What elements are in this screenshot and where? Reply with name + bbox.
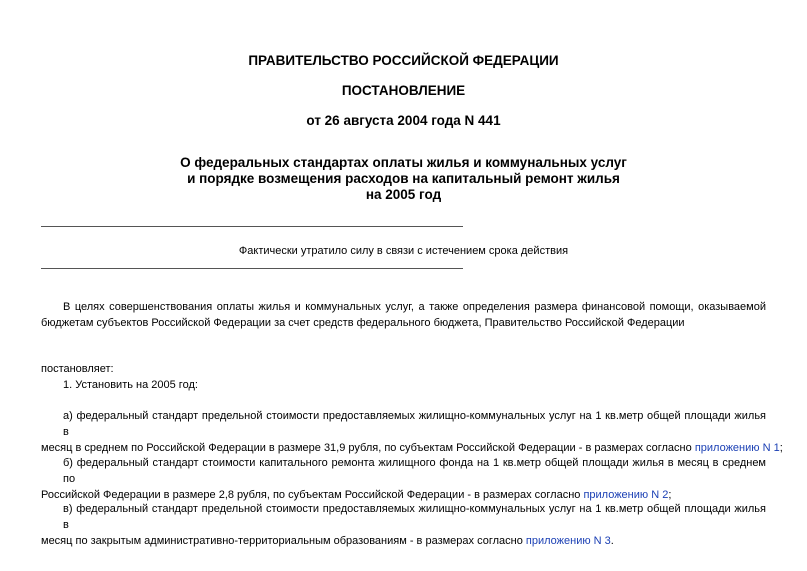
appendix-3-link[interactable]: приложению N 3 bbox=[525, 535, 611, 547]
title-line-3: на 2005 год bbox=[365, 187, 442, 202]
status-note: Фактически утратило силу в связи с истечением срока действия bbox=[238, 245, 569, 257]
status-divider-top bbox=[41, 226, 463, 227]
item-c-paragraph bbox=[41, 501, 766, 549]
item-1: 1. Установить на 2005 год: bbox=[63, 379, 198, 391]
appendix-1-link[interactable]: приложению N 1 bbox=[694, 442, 780, 454]
title-line-1: О федеральных стандартах оплаты жилья и коммунальных услуг bbox=[180, 155, 627, 170]
preamble-paragraph bbox=[41, 299, 766, 331]
document-title bbox=[0, 155, 807, 203]
status-divider-bottom bbox=[41, 268, 463, 269]
item-a-line-1: а) федеральный стандарт предельной стоимости предоставляемых жилищно-коммунальных услуг на 1 кв.метр общей площади жилья в bbox=[63, 410, 766, 438]
item-a-text: месяц в среднем по Российской Федерации в размере 31,9 рубля, по субъектам Российской Федерации - в размерах согласно bbox=[41, 442, 695, 454]
document-date-number: от 26 августа 2004 года N 441 bbox=[306, 113, 501, 128]
item-a-line-2 bbox=[41, 440, 783, 456]
item-b-text: Российской Федерации в размере 2,8 рубля, по субъектам Российской Федерации - в размерах согласно bbox=[41, 489, 584, 501]
item-b-tail: ; bbox=[668, 489, 672, 501]
item-c-line-2 bbox=[41, 533, 766, 549]
item-b-paragraph bbox=[41, 455, 766, 503]
title-line-2: и порядке возмещения расходов на капитальный ремонт жилья bbox=[187, 171, 620, 186]
item-b-line-1: б) федеральный стандарт стоимости капитального ремонта жилищного фонда на 1 кв.метр общей площади жилья в месяц в среднем по bbox=[63, 457, 766, 485]
preamble-line-2: бюджетам субъектов Российской Федерации за счет средств федерального бюджета, Правительство Российской Федерации bbox=[41, 317, 685, 329]
item-a-paragraph bbox=[41, 408, 783, 456]
item-c-tail: . bbox=[610, 535, 614, 547]
item-c-line-1: в) федеральный стандарт предельной стоимости предоставляемых жилищно-коммунальных услуг на 1 кв.метр общей площади жилья в bbox=[63, 503, 766, 531]
item-c-text: месяц по закрытым административно-территориальным образованиям - в размерах согласно bbox=[41, 535, 526, 547]
government-heading: ПРАВИТЕЛЬСТВО РОССИЙСКОЙ ФЕДЕРАЦИИ bbox=[248, 53, 559, 68]
preamble-line-1: В целях совершенствования оплаты жилья и коммунальных услуг, а также определения размера финансовой помощи, оказываемой bbox=[63, 301, 766, 313]
decree-word: постановляет: bbox=[41, 363, 114, 375]
item-a-tail: ; bbox=[779, 442, 783, 454]
document-type-heading: ПОСТАНОВЛЕНИЕ bbox=[341, 83, 466, 98]
appendix-2-link[interactable]: приложению N 2 bbox=[583, 489, 669, 501]
